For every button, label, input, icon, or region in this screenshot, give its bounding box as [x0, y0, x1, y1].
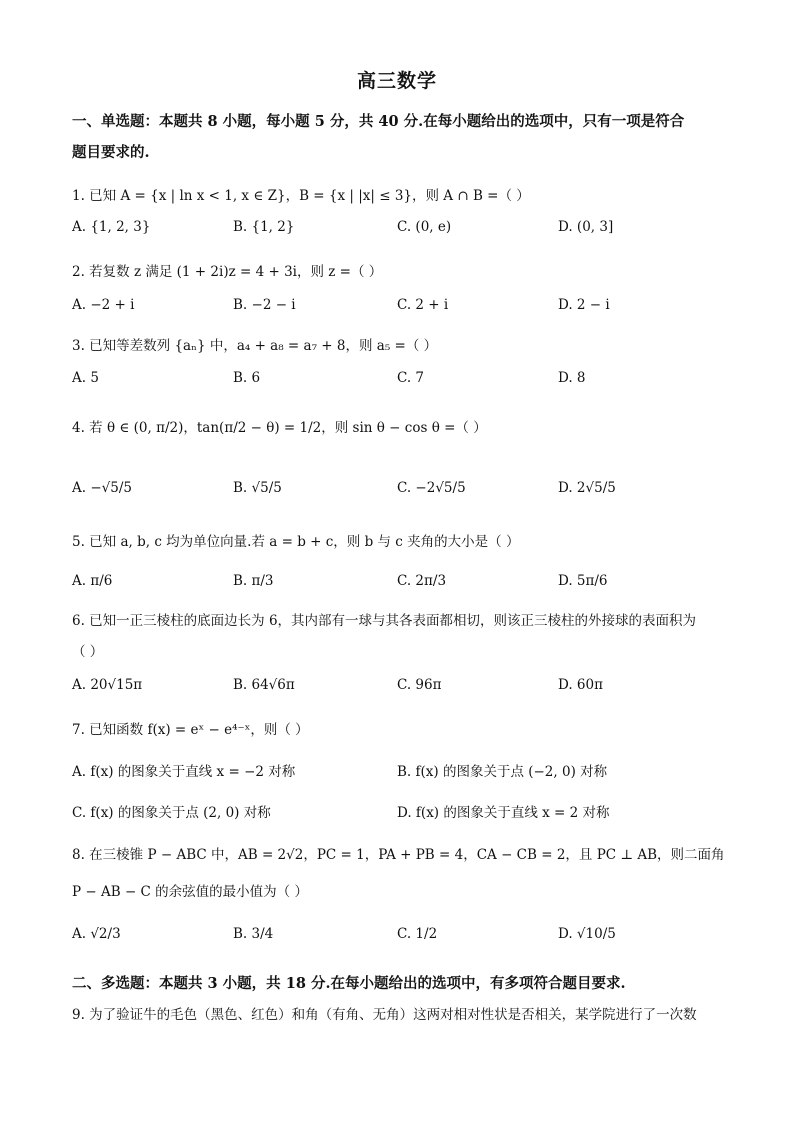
- question-7-option-a: A. f(x) 的图象关于直线 x = −2 对称: [72, 764, 296, 780]
- question-6-option-c: C. 96π: [397, 677, 442, 693]
- question-1-option-c: C. (0, e): [397, 219, 452, 235]
- question-3-option-c: C. 7: [397, 370, 425, 386]
- question-7-option-c: C. f(x) 的图象关于点 (2, 0) 对称: [72, 805, 271, 821]
- question-8-stem-line1: 8. 在三棱锥 P − ABC 中，AB = 2√2，PC = 1，PA + PB = 4，CA − CB = 2，且 PC ⊥ AB，则二面角: [72, 847, 725, 863]
- question-8-stem-line2: P − AB − C 的余弦值的最小值为（ ）: [72, 884, 308, 900]
- question-3-option-a: A. 5: [72, 370, 99, 386]
- question-6-stem-line1: 6. 已知一正三棱柱的底面边长为 6，其内部有一球与其各表面都相切，则该正三棱柱的外接球的表面积为: [72, 613, 697, 629]
- question-1-option-b: B. {1, 2}: [233, 219, 295, 235]
- question-7-option-b: B. f(x) 的图象关于点 (−2, 0) 对称: [397, 764, 608, 780]
- question-3-stem: 3. 已知等差数列 {aₙ} 中，a₄ + a₈ = a₇ + 8，则 a₅ =（ ）: [72, 338, 438, 354]
- page-title: 高三数学: [356, 70, 437, 92]
- question-3-option-b: B. 6: [233, 370, 261, 386]
- question-8-option-d: D. √10/5: [558, 926, 616, 942]
- section2-heading: 二、多选题：本题共 3 小题，共 18 分.在每小题给出的选项中，有多项符合题目要求.: [72, 975, 626, 992]
- question-5-option-a: A. π/6: [72, 573, 113, 589]
- question-6-option-b: B. 64√6π: [233, 677, 295, 693]
- section1-heading-line2: 题目要求的.: [72, 144, 150, 161]
- question-5-option-d: D. 5π/6: [558, 573, 608, 589]
- question-2-option-d: D. 2 − i: [558, 297, 610, 313]
- section1-heading-line1: 一、单选题：本题共 8 小题，每小题 5 分，共 40 分.在每小题给出的选项中，只有一项是符合: [72, 113, 685, 130]
- question-9-stem-line1: 9. 为了验证牛的毛色（黑色、红色）和角（有角、无角）这两对相对性状是否相关，某学院进行了一次数: [72, 1007, 697, 1023]
- question-4-option-d: D. 2√5/5: [558, 480, 616, 496]
- question-4-option-c: C. −2√5/5: [397, 480, 466, 496]
- question-8-option-a: A. √2/3: [72, 926, 121, 942]
- question-2-option-b: B. −2 − i: [233, 297, 296, 313]
- question-2-option-c: C. 2 + i: [397, 297, 449, 313]
- question-8-option-b: B. 3/4: [233, 926, 274, 942]
- question-1-option-a: A. {1, 2, 3}: [72, 219, 151, 235]
- question-6-option-a: A. 20√15π: [72, 677, 143, 693]
- question-4-option-b: B. √5/5: [233, 480, 282, 496]
- question-2-stem: 2. 若复数 z 满足 (1 + 2i)z = 4 + 3i，则 z =（ ）: [72, 264, 383, 280]
- question-6-option-d: D. 60π: [558, 677, 603, 693]
- question-1-stem: 1. 已知 A = {x | ln x < 1, x ∈ Z}，B = {x | |x| ≤ 3}，则 A ∩ B =（ ）: [72, 188, 530, 204]
- question-1-option-d: D. (0, 3]: [558, 219, 614, 235]
- question-7-stem: 7. 已知函数 f(x) = eˣ − e⁴⁻ˣ，则（ ）: [72, 722, 309, 738]
- question-4-stem: 4. 若 θ ∈ (0, π/2)，tan(π/2 − θ) = 1/2，则 sin θ − cos θ =（ ）: [72, 420, 487, 436]
- question-6-stem-line2: （ ）: [72, 644, 104, 660]
- question-3-option-d: D. 8: [558, 370, 586, 386]
- question-2-option-a: A. −2 + i: [72, 297, 135, 313]
- question-5-stem: 5. 已知 a, b, c 均为单位向量.若 a = b + c，则 b 与 c 夹角的大小是（ ）: [72, 534, 520, 550]
- question-4-option-a: A. −√5/5: [72, 480, 132, 496]
- question-7-option-d: D. f(x) 的图象关于直线 x = 2 对称: [397, 805, 610, 821]
- question-5-option-b: B. π/3: [233, 573, 274, 589]
- question-5-option-c: C. 2π/3: [397, 573, 447, 589]
- question-8-option-c: C. 1/2: [397, 926, 438, 942]
